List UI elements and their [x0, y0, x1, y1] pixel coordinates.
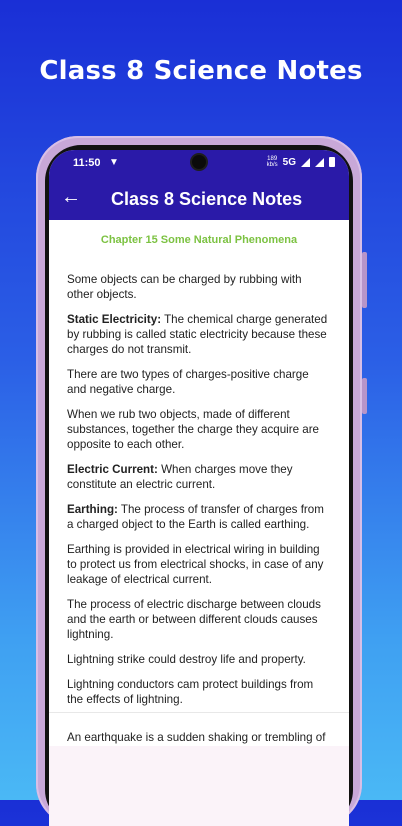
phone-screen: [49, 150, 349, 826]
note-paragraph: Lightning conductors cam protect buildings from the effects of lightning.: [67, 678, 314, 706]
bottom-bar: [49, 746, 349, 826]
app-title: Class 8 Science Notes: [111, 189, 303, 209]
divider: [49, 712, 349, 713]
front-camera: [192, 155, 206, 169]
net-speed: 189 kb/s: [266, 156, 278, 168]
side-button: [362, 252, 367, 308]
signal-icon: [301, 158, 310, 167]
note-paragraph: The process of electric discharge between clouds and the earth or between different clouds causes lightning.: [67, 598, 321, 641]
chapter-title: Chapter 15 Some Natural Phenomena: [100, 234, 298, 246]
signal-icon: [315, 158, 324, 167]
app-bar: [49, 178, 349, 220]
phone-frame: [36, 136, 362, 826]
note-paragraph: Some objects can be charged by rubbing with other objects.: [67, 273, 302, 301]
notes-content[interactable]: [49, 220, 349, 826]
shield-icon: ▼: [109, 157, 119, 168]
status-icons: [267, 156, 335, 168]
note-paragraph: Lightning strike could destroy life and property.: [67, 653, 306, 666]
status-bar: [49, 150, 349, 178]
status-time: 11:50: [73, 157, 101, 169]
note-paragraph: When we rub two objects, made of different substances, together the charge they acquire are opposite to each other.: [67, 408, 319, 451]
next-note-card[interactable]: An earthquake is a sudden shaking or trembling of: [67, 731, 326, 744]
network-label: 5G: [282, 156, 296, 168]
notes-list: [67, 272, 329, 717]
side-button: [362, 378, 367, 414]
arrow-left-icon[interactable]: ←: [61, 186, 81, 208]
battery-icon: [329, 157, 335, 167]
note-paragraph: Earthing: The process of transfer of charges from a charged object to the Earth is called earthing.: [67, 503, 324, 531]
note-paragraph: Static Electricity: The chemical charge generated by rubbing is called static electricity because these charges do not transmit.: [67, 313, 328, 356]
promo-headline: Class 8 Science Notes: [39, 56, 363, 86]
note-paragraph: There are two types of charges-positive charge and negative charge.: [67, 368, 309, 396]
note-paragraph: Electric Current: When charges move they constitute an electric current.: [67, 463, 293, 491]
note-paragraph: Earthing is provided in electrical wiring in building to protect us from electrical shocks, in case of any leakage of electrical current.: [67, 543, 324, 586]
